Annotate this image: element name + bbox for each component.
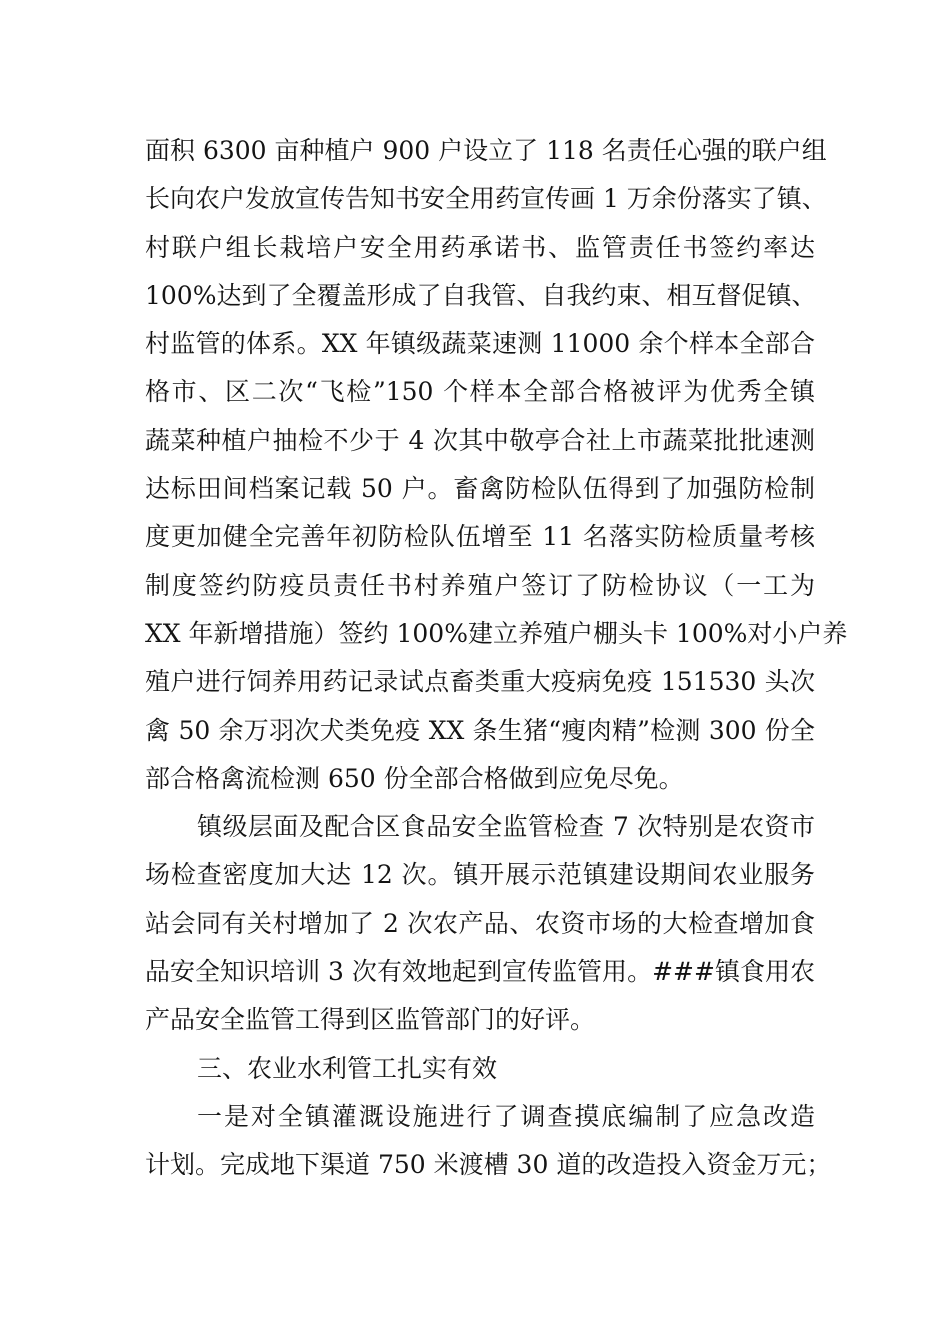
- text-line: 计划。完成地下渠道 750 米渡槽 30 道的改造投入资金万元；: [145, 1150, 832, 1180]
- section-heading: 三、农业水利管工扎实有效: [197, 1053, 498, 1083]
- text-line: 度更加健全完善年初防检队伍增至 11 名落实防检质量考核: [145, 522, 815, 552]
- text-line: XX 年新增措施）签约 100%建立养殖户棚头卡 100%对小户养: [145, 618, 848, 648]
- text-line: 村监管的体系。XX 年镇级蔬菜速测 11000 余个样本全部合: [145, 329, 815, 359]
- text-line: 100%达到了全覆盖形成了自我管、自我约束、相互督促镇、: [145, 280, 817, 310]
- text-line: 场检查密度加大达 12 次。镇开展示范镇建设期间农业服务: [145, 860, 815, 890]
- text-line: 站会同有关村增加了 2 次农产品、农资市场的大检查增加食: [145, 908, 815, 938]
- text-line: 部合格禽流检测 650 份全部合格做到应免尽免。: [145, 763, 684, 793]
- text-line: 村联户组长栽培户安全用药承诺书、监管责任书签约率达: [145, 232, 815, 262]
- text-line: 禽 50 余万羽次犬类免疫 XX 条生猪“瘦肉精”检测 300 份全: [145, 715, 815, 745]
- text-line: 蔬菜种植户抽检不少于 4 次其中敬亭合社上市蔬菜批批速测: [145, 425, 815, 455]
- text-line: 产品安全监管工得到区监管部门的好评。: [145, 1005, 596, 1035]
- text-line: 面积 6300 亩种植户 900 户设立了 118 名责任心强的联户组: [145, 136, 827, 165]
- text-line: 格市、区二次“飞检”150 个样本全部合格被评为优秀全镇: [145, 377, 815, 407]
- document-body: [145, 127, 848, 1190]
- text-line: 品安全知识培训 3 次有效地起到宣传监管用。###镇食用农: [145, 957, 815, 987]
- text-line: 达标田间档案记载 50 户。畜禽防检队伍得到了加强防检制: [145, 474, 815, 504]
- text-line: 长向农户发放宣传告知书安全用药宣传画 1 万余份落实了镇、: [145, 184, 827, 214]
- text-line: 殖户进行饲养用药记录试点畜类重大疫病免疫 151530 头次: [145, 667, 815, 697]
- text-line: 镇级层面及配合区食品安全监管检查 7 次特别是农资市: [197, 812, 815, 842]
- text-line: 制度签约防疫员责任书村养殖户签订了防检协议（一工为: [145, 570, 815, 600]
- text-line: 一是对全镇灌溉设施进行了调查摸底编制了应急改造: [197, 1101, 815, 1131]
